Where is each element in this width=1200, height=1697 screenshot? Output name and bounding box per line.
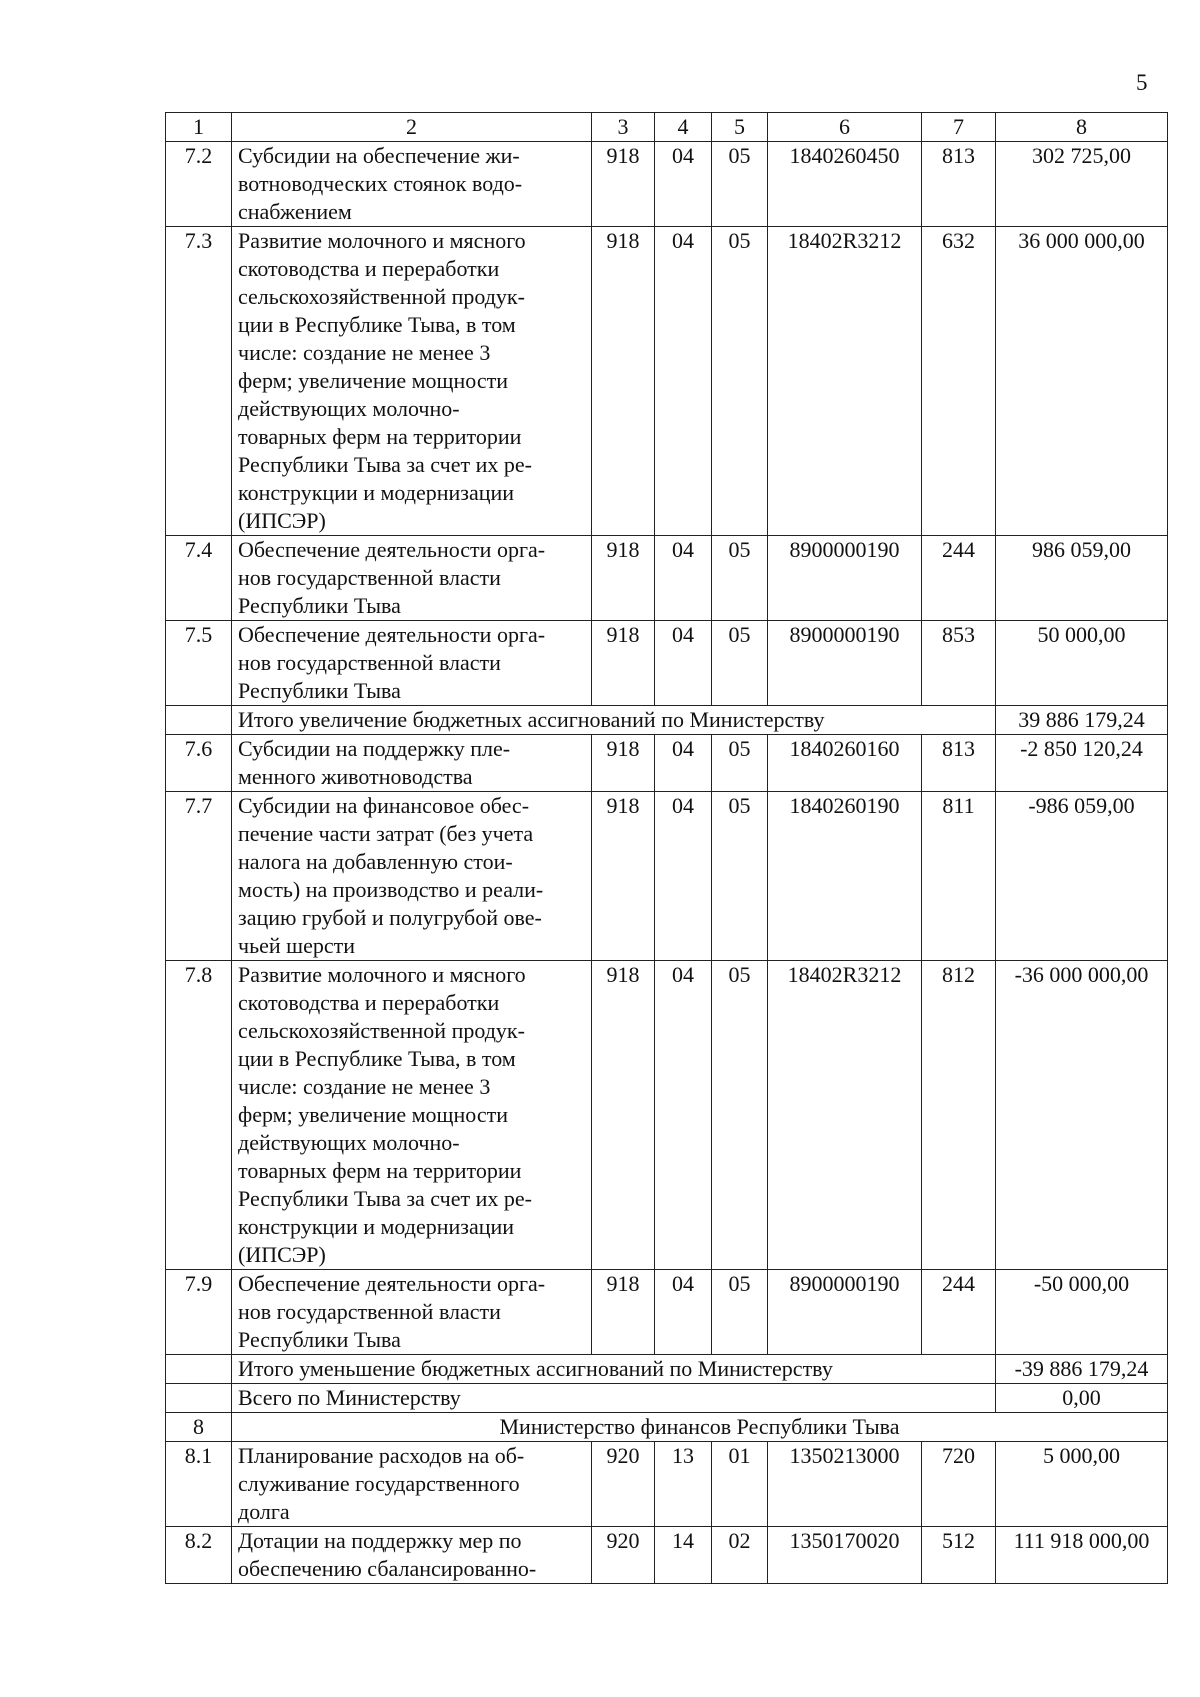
col4-cell: 04 bbox=[655, 621, 712, 706]
col3-cell: 918 bbox=[592, 142, 655, 227]
row-name-cell: Планирование расходов на об- служивание государственного долга bbox=[232, 1442, 592, 1527]
row-name-cell: Субсидии на обеспечение жи- вотноводческих стоянок водо- снабжением bbox=[232, 142, 592, 227]
col5-cell: 05 bbox=[712, 961, 768, 1270]
row-name-cell: Обеспечение деятельности орга- нов государственной власти Республики Тыва bbox=[232, 536, 592, 621]
col5-cell: 01 bbox=[712, 1442, 768, 1527]
table-row bbox=[166, 536, 1168, 621]
col3-cell: 920 bbox=[592, 1442, 655, 1527]
table-row bbox=[166, 735, 1168, 792]
col5-cell: 05 bbox=[712, 536, 768, 621]
col4-cell: 04 bbox=[655, 142, 712, 227]
col4-cell: 04 bbox=[655, 735, 712, 792]
table-row bbox=[166, 142, 1168, 227]
amount-cell: -36 000 000,00 bbox=[996, 961, 1168, 1270]
row-number-cell: 8.2 bbox=[166, 1527, 232, 1584]
col7-cell: 811 bbox=[922, 792, 996, 961]
section-number-cell: 8 bbox=[166, 1413, 232, 1442]
col7-cell: 512 bbox=[922, 1527, 996, 1584]
total-row bbox=[166, 1355, 1168, 1384]
col7-cell: 813 bbox=[922, 142, 996, 227]
table-row bbox=[166, 227, 1168, 536]
col3-cell: 918 bbox=[592, 1270, 655, 1355]
col3-cell: 918 bbox=[592, 536, 655, 621]
col3-cell: 918 bbox=[592, 792, 655, 961]
header-cell: 7 bbox=[922, 113, 996, 142]
header-row bbox=[166, 113, 1168, 142]
col6-cell: 18402R3212 bbox=[768, 961, 922, 1270]
table-row bbox=[166, 621, 1168, 706]
table-body bbox=[166, 113, 1168, 1584]
col7-cell: 244 bbox=[922, 1270, 996, 1355]
total-amount-cell: -39 886 179,24 bbox=[996, 1355, 1168, 1384]
amount-cell: 302 725,00 bbox=[996, 142, 1168, 227]
total-amount-cell: 39 886 179,24 bbox=[996, 706, 1168, 735]
row-name-cell: Субсидии на финансовое обес- печение части затрат (без учета налога на добавленную стои- мость) на производство и реали- зацию грубой и полугрубой ове- чьей шерсти bbox=[232, 792, 592, 961]
header-cell: 6 bbox=[768, 113, 922, 142]
total-row bbox=[166, 1384, 1168, 1413]
table-row bbox=[166, 792, 1168, 961]
col6-cell: 8900000190 bbox=[768, 1270, 922, 1355]
row-name-cell: Развитие молочного и мясного скотоводства и переработки сельскохозяйственной продук- ции в Республике Тыва, в том числе: создание не менее 3 ферм; увеличение мощности действующих молочно- товарных ферм на территории Республики Тыва за счет их ре- конструкции и модернизации (ИПСЭР) bbox=[232, 227, 592, 536]
row-number-cell: 7.8 bbox=[166, 961, 232, 1270]
col6-cell: 1350170020 bbox=[768, 1527, 922, 1584]
row-number-cell: 7.7 bbox=[166, 792, 232, 961]
row-name-cell: Обеспечение деятельности орга- нов государственной власти Республики Тыва bbox=[232, 1270, 592, 1355]
col5-cell: 05 bbox=[712, 621, 768, 706]
col3-cell: 918 bbox=[592, 621, 655, 706]
col3-cell: 920 bbox=[592, 1527, 655, 1584]
col3-cell: 918 bbox=[592, 735, 655, 792]
table-row bbox=[166, 1270, 1168, 1355]
page-number: 5 bbox=[1136, 70, 1148, 95]
empty-number-cell bbox=[166, 1355, 232, 1384]
row-number-cell: 7.5 bbox=[166, 621, 232, 706]
col6-cell: 8900000190 bbox=[768, 621, 922, 706]
row-number-cell: 7.6 bbox=[166, 735, 232, 792]
col5-cell: 05 bbox=[712, 142, 768, 227]
col6-cell: 8900000190 bbox=[768, 536, 922, 621]
col6-cell: 1840260160 bbox=[768, 735, 922, 792]
col3-cell: 918 bbox=[592, 227, 655, 536]
empty-number-cell bbox=[166, 1384, 232, 1413]
row-number-cell: 7.3 bbox=[166, 227, 232, 536]
row-name-cell: Обеспечение деятельности орга- нов государственной власти Республики Тыва bbox=[232, 621, 592, 706]
col6-cell: 18402R3212 bbox=[768, 227, 922, 536]
col6-cell: 1840260450 bbox=[768, 142, 922, 227]
col5-cell: 05 bbox=[712, 1270, 768, 1355]
amount-cell: 5 000,00 bbox=[996, 1442, 1168, 1527]
col7-cell: 853 bbox=[922, 621, 996, 706]
row-number-cell: 7.9 bbox=[166, 1270, 232, 1355]
col5-cell: 05 bbox=[712, 735, 768, 792]
empty-number-cell bbox=[166, 706, 232, 735]
col5-cell: 05 bbox=[712, 227, 768, 536]
row-number-cell: 7.2 bbox=[166, 142, 232, 227]
col4-cell: 04 bbox=[655, 227, 712, 536]
header-cell: 1 bbox=[166, 113, 232, 142]
budget-table bbox=[165, 112, 1168, 1584]
row-number-cell: 7.4 bbox=[166, 536, 232, 621]
table-row bbox=[166, 1527, 1168, 1584]
col4-cell: 04 bbox=[655, 961, 712, 1270]
table-row bbox=[166, 961, 1168, 1270]
amount-cell: -2 850 120,24 bbox=[996, 735, 1168, 792]
amount-cell: 36 000 000,00 bbox=[996, 227, 1168, 536]
amount-cell: 986 059,00 bbox=[996, 536, 1168, 621]
col6-cell: 1350213000 bbox=[768, 1442, 922, 1527]
col5-cell: 05 bbox=[712, 792, 768, 961]
table-row bbox=[166, 1442, 1168, 1527]
row-number-cell: 8.1 bbox=[166, 1442, 232, 1527]
col7-cell: 244 bbox=[922, 536, 996, 621]
header-cell: 2 bbox=[232, 113, 592, 142]
col4-cell: 14 bbox=[655, 1527, 712, 1584]
col7-cell: 812 bbox=[922, 961, 996, 1270]
total-amount-cell: 0,00 bbox=[996, 1384, 1168, 1413]
header-cell: 5 bbox=[712, 113, 768, 142]
row-name-cell: Развитие молочного и мясного скотоводства и переработки сельскохозяйственной продук- ции в Республике Тыва, в том числе: создание не менее 3 ферм; увеличение мощности действующих молочно- товарных ферм на территории Республики Тыва за счет их ре- конструкции и модернизации (ИПСЭР) bbox=[232, 961, 592, 1270]
section-row bbox=[166, 1413, 1168, 1442]
col7-cell: 720 bbox=[922, 1442, 996, 1527]
amount-cell: -50 000,00 bbox=[996, 1270, 1168, 1355]
header-cell: 8 bbox=[996, 113, 1168, 142]
amount-cell: -986 059,00 bbox=[996, 792, 1168, 961]
col7-cell: 632 bbox=[922, 227, 996, 536]
total-label-cell: Итого увеличение бюджетных ассигнований по Министерству bbox=[232, 706, 996, 735]
col5-cell: 02 bbox=[712, 1527, 768, 1584]
col7-cell: 813 bbox=[922, 735, 996, 792]
section-title-cell: Министерство финансов Республики Тыва bbox=[232, 1413, 1168, 1442]
col4-cell: 13 bbox=[655, 1442, 712, 1527]
row-name-cell: Субсидии на поддержку пле- менного животноводства bbox=[232, 735, 592, 792]
col4-cell: 04 bbox=[655, 792, 712, 961]
col3-cell: 918 bbox=[592, 961, 655, 1270]
total-row bbox=[166, 706, 1168, 735]
total-label-cell: Всего по Министерству bbox=[232, 1384, 996, 1413]
col4-cell: 04 bbox=[655, 536, 712, 621]
col6-cell: 1840260190 bbox=[768, 792, 922, 961]
col4-cell: 04 bbox=[655, 1270, 712, 1355]
amount-cell: 50 000,00 bbox=[996, 621, 1168, 706]
header-cell: 3 bbox=[592, 113, 655, 142]
amount-cell: 111 918 000,00 bbox=[996, 1527, 1168, 1584]
row-name-cell: Дотации на поддержку мер по обеспечению сбалансированно- bbox=[232, 1527, 592, 1584]
header-cell: 4 bbox=[655, 113, 712, 142]
total-label-cell: Итого уменьшение бюджетных ассигнований по Министерству bbox=[232, 1355, 996, 1384]
